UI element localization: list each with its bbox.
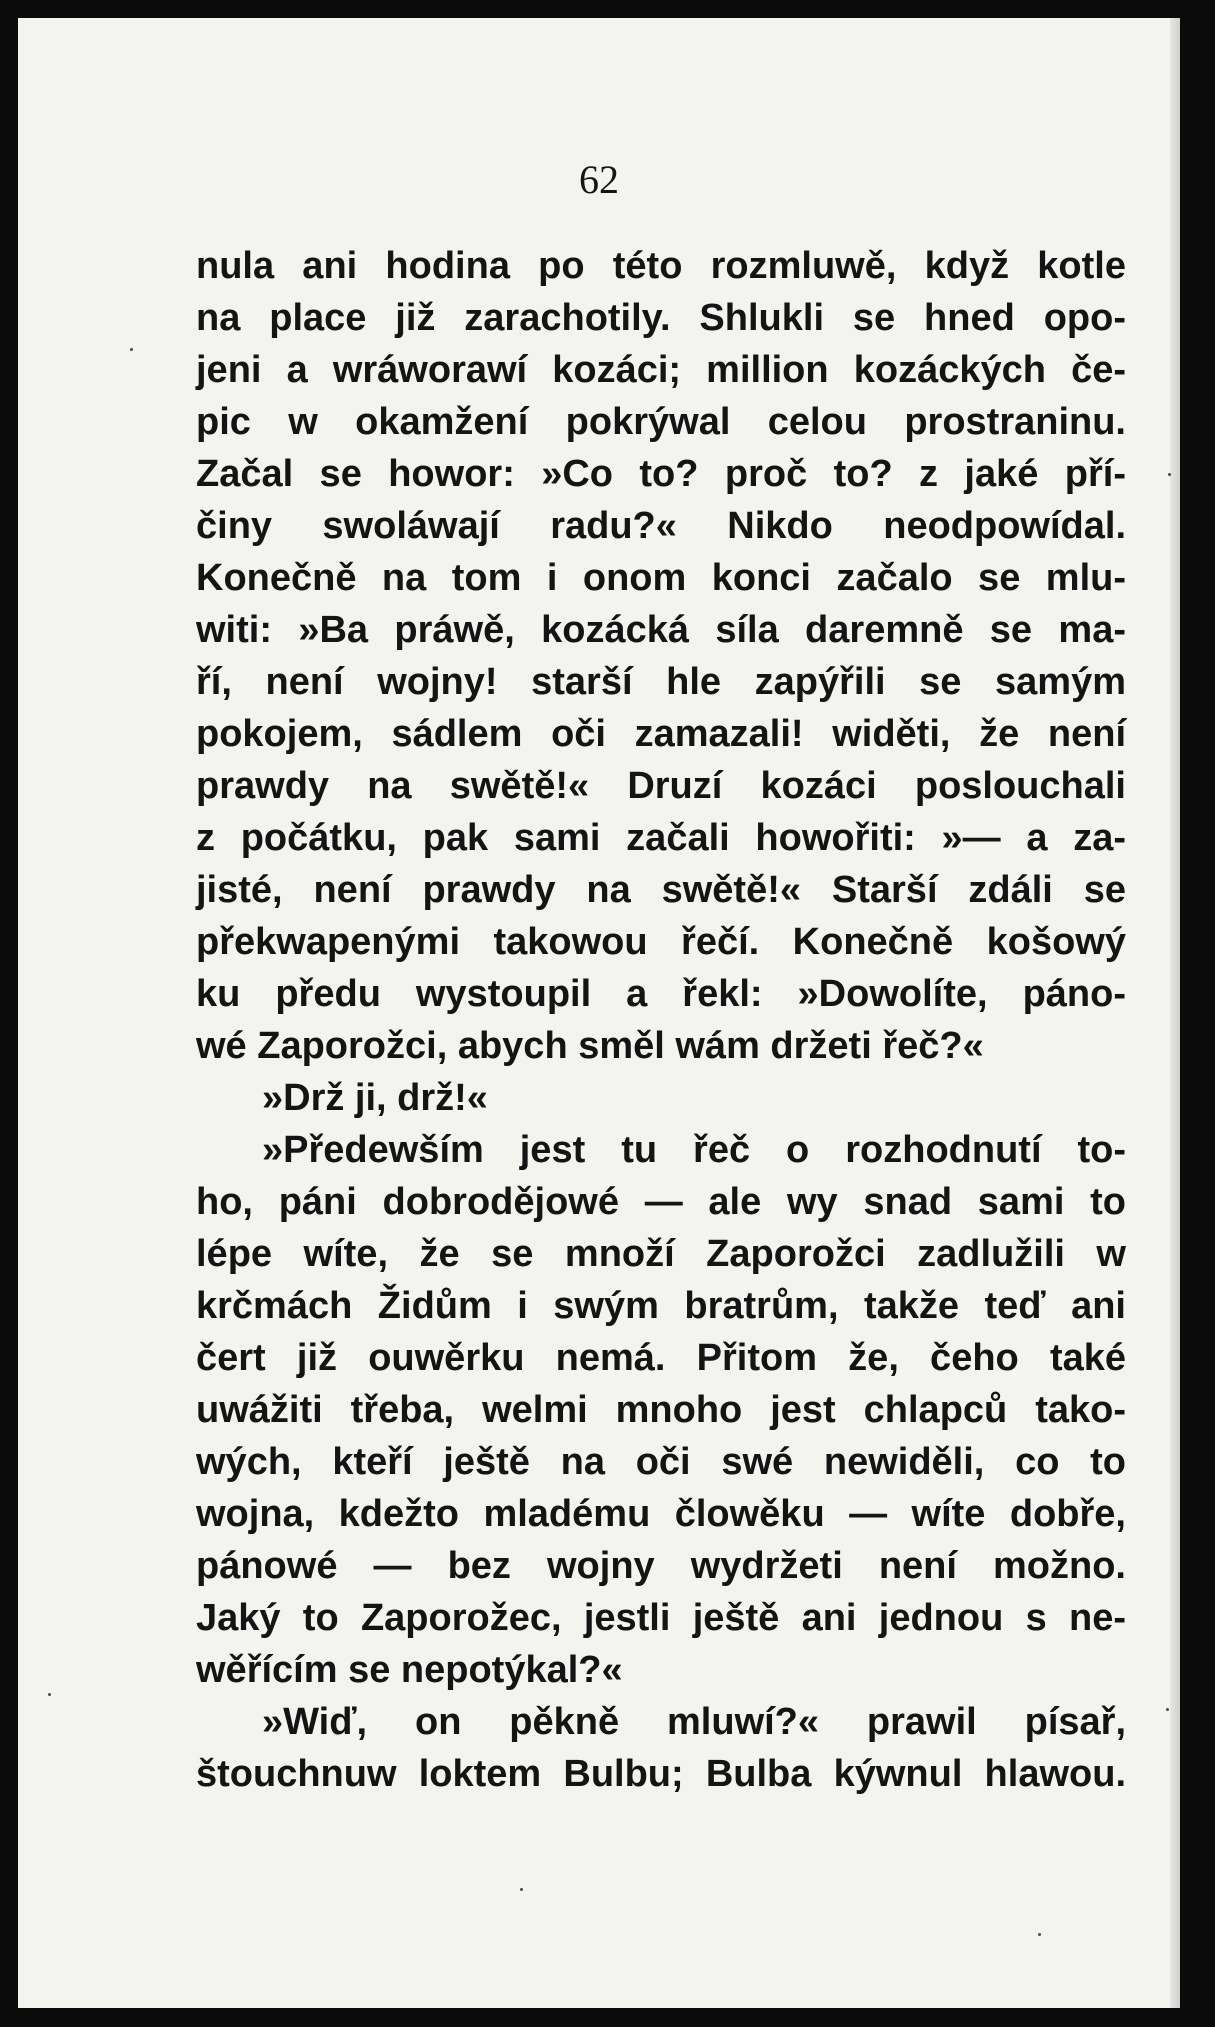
paper-speck <box>130 348 133 351</box>
text-line: pic w okamžení pokrýwal celou prostraninu. <box>196 401 1126 443</box>
text-line: ku předu wystoupil a řekl: »Dowolíte, páno- <box>196 973 1126 1015</box>
paper-speck <box>1166 1708 1169 1711</box>
text-line: z počátku, pak sami začali howořiti: »— a za- <box>196 817 1126 859</box>
text-line: na place již zarachotily. Shlukli se hned opo- <box>196 297 1126 339</box>
text-line: jisté, není prawdy na swětě!« Starší zdáli se <box>196 869 1126 911</box>
text-line: činy swoláwají radu?« Nikdo neodpowídal. <box>196 505 1126 547</box>
text-line: uwážiti třeba, welmi mnoho jest chlapců tako- <box>196 1389 1126 1431</box>
text-line: wěřícím se nepotýkal?« <box>196 1649 623 1691</box>
text-line: pánowé — bez wojny wydržeti není možno. <box>196 1545 1126 1587</box>
text-line: nula ani hodina po této rozmluwě, když kotle <box>196 245 1126 287</box>
paper-speck <box>1168 473 1171 476</box>
text-line: »Předewším jest tu řeč o rozhodnutí to- <box>262 1129 1126 1171</box>
text-line: Jaký to Zaporožec, jestli ještě ani jednou s ne- <box>196 1597 1126 1639</box>
text-line: lépe wíte, že se množí Zaporožci zadlužili w <box>196 1233 1126 1275</box>
text-line: krčmách Židům i swým bratrům, takže teď ani <box>196 1285 1126 1327</box>
text-line: »Drž ji, drž!« <box>262 1077 488 1119</box>
paper-speck <box>520 1888 523 1891</box>
text-line: wé Zaporožci, abych směl wám držeti řeč?« <box>196 1025 984 1067</box>
body-text <box>196 240 1126 1800</box>
text-line: ho, páni dobrodějowé — ale wy snad sami to <box>196 1181 1126 1223</box>
text-line: witi: »Ba práwě, kozácká síla daremně se ma- <box>196 609 1126 651</box>
paper-speck <box>48 1693 51 1696</box>
paper-speck <box>1038 1933 1041 1936</box>
page-number: 62 <box>579 157 619 202</box>
text-line: čert již ouwěrku nemá. Přitom že, čeho také <box>196 1337 1126 1379</box>
text-line: jeni a wráworawí kozáci; million kozáckých če- <box>196 349 1126 391</box>
text-line: překwapenými takowou řečí. Konečně košowý <box>196 921 1126 963</box>
text-line: pokojem, sádlem oči zamazali! widěti, že není <box>196 713 1126 755</box>
text-line: Konečně na tom i onom konci začalo se mlu- <box>196 557 1126 599</box>
text-line: prawdy na swětě!« Druzí kozáci poslouchali <box>196 765 1126 807</box>
text-line: »Wiď, on pěkně mluwí?« prawil písař, <box>262 1701 1126 1743</box>
book-page <box>18 18 1180 2008</box>
text-line: wojna, kdežto mladému člowěku — wíte dobře, <box>196 1493 1126 1535</box>
page-edge-shadow <box>1170 18 1180 2008</box>
text-line: Začal se howor: »Co to? proč to? z jaké pří- <box>196 453 1126 495</box>
text-line: ří, není wojny! starší hle zapýřili se samým <box>196 661 1126 703</box>
text-line: štouchnuw loktem Bulbu; Bulba kýwnul hlawou. <box>196 1753 1126 1795</box>
text-line: wých, kteří ještě na oči swé newiděli, co to <box>196 1441 1126 1483</box>
